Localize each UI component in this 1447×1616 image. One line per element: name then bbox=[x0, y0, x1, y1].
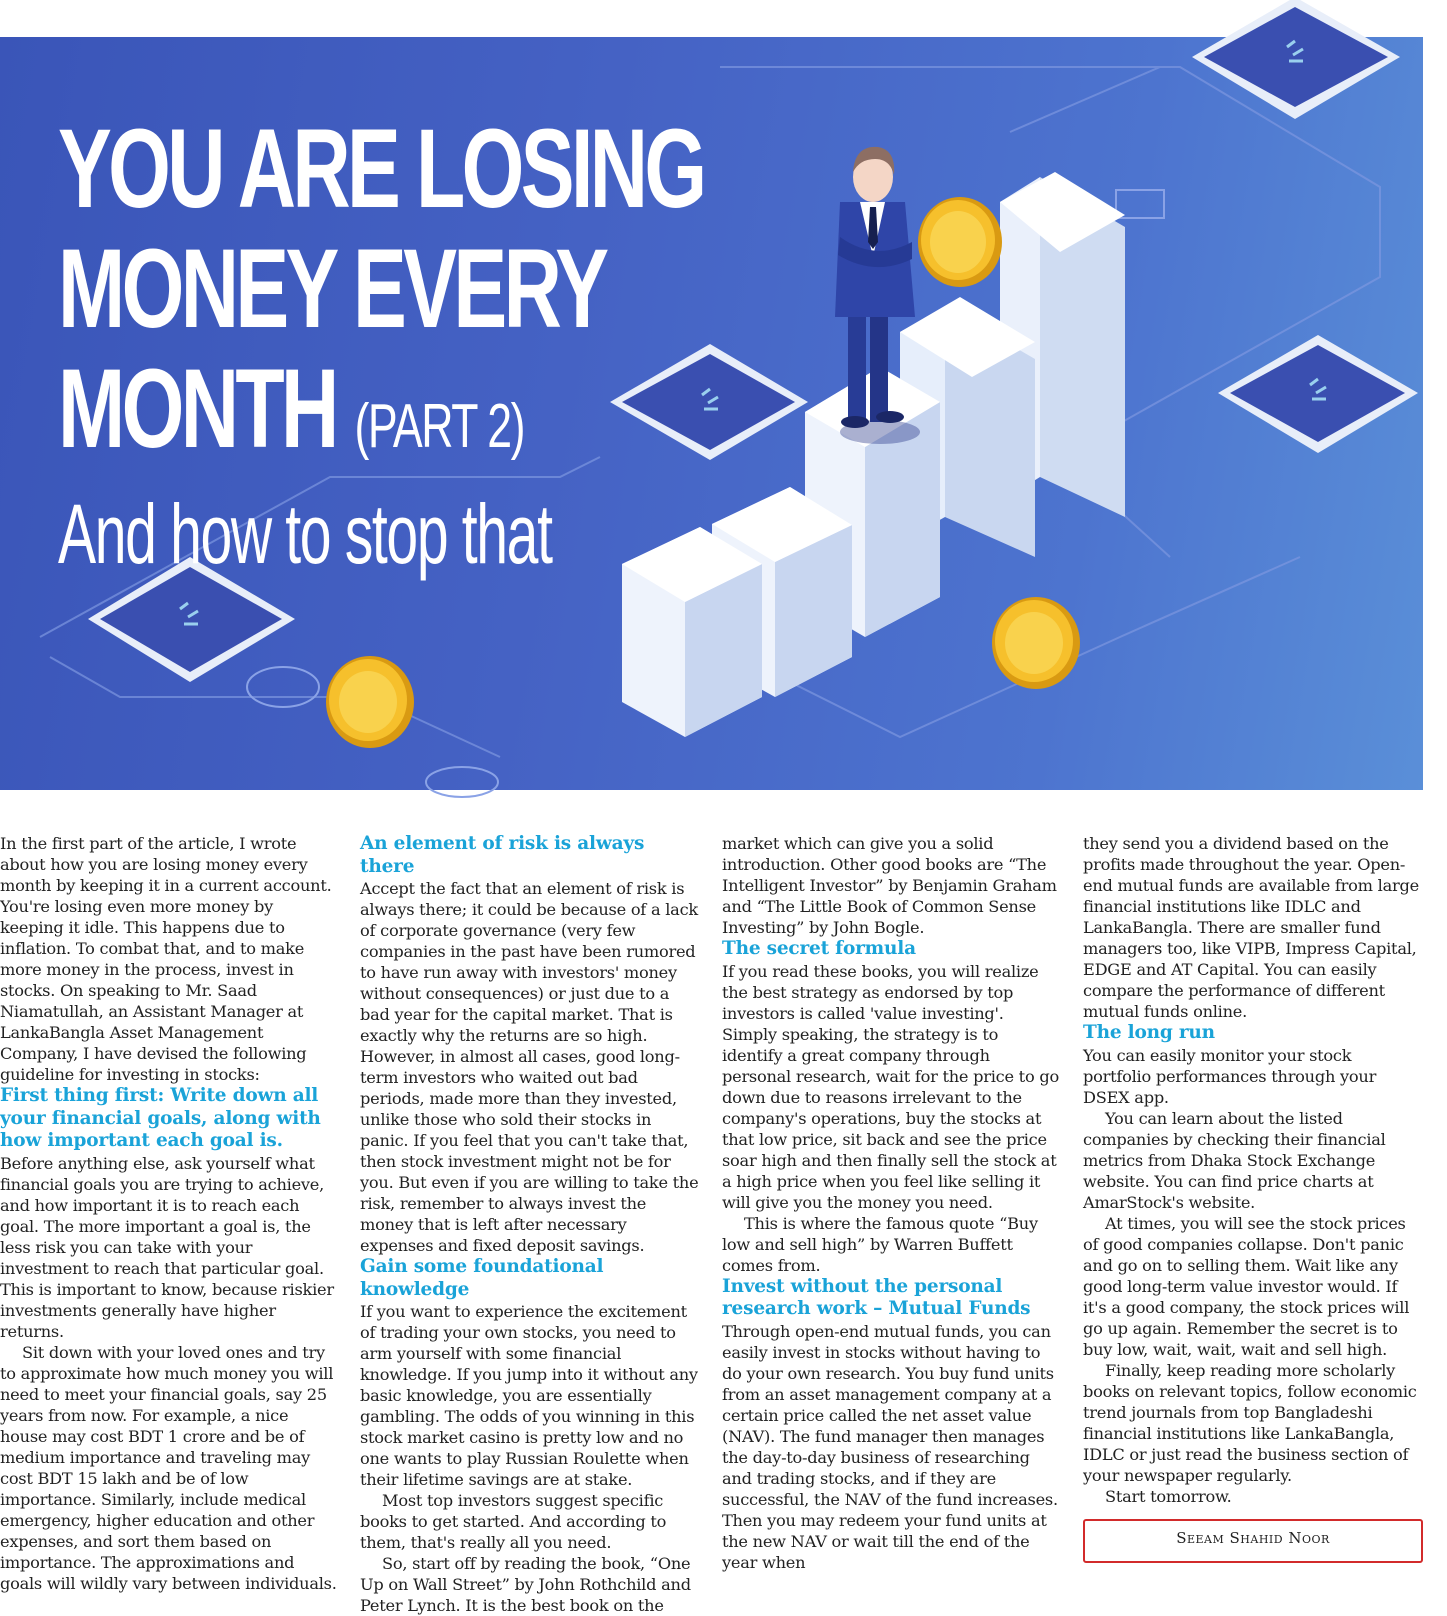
hero-banner bbox=[0, 37, 1423, 790]
headline-subtitle: And how to stop that bbox=[58, 487, 552, 581]
article-paragraph: So, start off by reading the book, “One Up on Wall Street” by John Rothchild and Peter Lynch. It is the best book on the bbox=[360, 1554, 691, 1615]
gold-coin-icon bbox=[326, 656, 414, 748]
headline-part-label: (PART 2) bbox=[354, 392, 525, 461]
section-heading: The secret formula bbox=[722, 938, 916, 959]
article-paragraph: Sit down with your loved ones and try to approximate how much money you will need to meet your financial goals, say 25 years from now. For example, a nice house may cost BDT 1 crore and be of medium importance and traveling may cost BDT 15 lakh and be of low importance. Similarly, include medical emergency, higher education and other expenses, and sort them based on importance. The approximations and goals will wildly vary between individuals. bbox=[0, 1342, 337, 1593]
section-heading: Gain some foundational knowledge bbox=[360, 1256, 604, 1300]
article-paragraph: This is where the famous quote “Buy low and sell high” by Warren Buffett comes from. bbox=[722, 1213, 1038, 1275]
ring-decoration bbox=[247, 667, 319, 707]
headline-line-3 bbox=[58, 346, 704, 487]
article-paragraph: Start tomorrow. bbox=[1105, 1486, 1232, 1506]
article-paragraph: If you want to experience the excitement of trading your own stocks, you need to arm yourself with some financial knowledge. If you jump into it without any basic knowledge, you are essentially gambling. The odds of you winning in this stock market casino is pretty low and no one wants to play Russian Roulette when their lifetime savings are at stake. bbox=[360, 1302, 698, 1489]
ring-decoration bbox=[426, 767, 498, 797]
article-column-3 bbox=[722, 833, 1062, 1572]
article-paragraph: Before anything else, ask yourself what financial goals you are trying to achieve, and how important it is to reach each goal. The more important a goal is, the less risk you can take with your investment to reach that particular goal. This is important to know, because riskier investments generally have higher returns. bbox=[0, 1153, 334, 1341]
section-heading: First thing first: Write down all your financial goals, along with how important each goal is. bbox=[0, 1085, 321, 1151]
headline-block bbox=[58, 106, 955, 581]
article-paragraph: Finally, keep reading more scholarly books on relevant topics, follow economic trend journals from top Bangladeshi financial institutions like LankaBangla, IDLC or just read the business section of your newspaper regularly. bbox=[1083, 1360, 1417, 1485]
article-body bbox=[0, 833, 1447, 1615]
article-paragraph: Through open-end mutual funds, you can easily invest in stocks without having to do your own research. You buy fund units from an asset management company at a certain price called the net asset value (NAV). The fund manager then manages the day-to-day business of researching and trading stocks, and if they are successful, the NAV of the fund increases. Then you may redeem your fund units at the new NAV or wait till the end of the year when bbox=[722, 1321, 1058, 1572]
article-paragraph: If you read these books, you will realize the best strategy as endorsed by top investors is called 'value investing'. Simply speaking, the strategy is to identify a great company through personal research, wait for the price to go down due to reasons irrelevant to the company's operations, buy the stocks at that low price, sit back and see the price soar high and then finally sell the stock at a high price when you feel like selling it will give you the money you need. bbox=[722, 961, 1059, 1212]
chip-platform-icon bbox=[1192, 0, 1400, 119]
article-paragraph: You can learn about the listed companies by checking their financial metrics from Dhaka Stock Exchange website. You can find price charts at AmarStock's website. bbox=[1083, 1108, 1386, 1212]
article-paragraph: Most top investors suggest specific books to get started. And according to them, that's really all you need. bbox=[360, 1491, 667, 1552]
article-column-1 bbox=[0, 833, 340, 1593]
article-paragraph: At times, you will see the stock prices of good companies collapse. Don't panic and go on to selling them. Wait like any good long-term value investor would. If it's a good company, the stock prices will go up again. Remember the secret is to buy low, wait, wait, wait and sell high. bbox=[1083, 1213, 1410, 1359]
article-column-4 bbox=[1083, 833, 1423, 1548]
headline-line-1: YOU ARE LOSING bbox=[58, 106, 704, 231]
headline-month: MONTH bbox=[58, 346, 336, 471]
square-decoration bbox=[1116, 190, 1164, 218]
article-paragraph: You can easily monitor your stock portfolio performances through your DSEX app. bbox=[1083, 1045, 1377, 1107]
section-heading: The long run bbox=[1083, 1022, 1215, 1043]
article-paragraph: Accept the fact that an element of risk is always there; it could be because of a lack of corporate governance (very few companies in the past have been rumored to have run away with investors' money without consequences) or just due to a bad year for the capital market. That is exactly why the returns are so high. However, in almost all cases, good long-term investors who waited out bad periods, made more than they invested, unlike those who sold their stocks in panic. If you feel that you can't take that, then stock investment might not be for you. But even if you are willing to take the risk, remember to always invest the money that is left after necessary expenses and fixed deposit savings. bbox=[360, 879, 699, 1255]
chip-platform-icon bbox=[1218, 335, 1418, 453]
article-paragraph: market which can give you a solid introduction. Other good books are “The Intelligent Investor” by Benjamin Graham and “The Little Book of Common Sense Investing” by John Bogle. bbox=[722, 834, 1057, 937]
section-heading: An element of risk is always there bbox=[360, 833, 645, 877]
article-paragraph: they send you a dividend based on the profits made throughout the year. Open-end mutual funds are available from large financial institutions like IDLC and LankaBangla. There are smaller fund managers too, like VIPB, Impress Capital, EDGE and AT Capital. You can easily compare the performance of different mutual funds online. bbox=[1083, 834, 1419, 1021]
article-column-2 bbox=[360, 833, 700, 1615]
section-heading: Invest without the personal research work – Mutual Funds bbox=[722, 1275, 1031, 1319]
author-byline: Seeam Shahid Noor bbox=[1083, 1519, 1423, 1563]
headline-line-2: MONEY EVERY bbox=[58, 226, 606, 351]
article-paragraph: In the first part of the article, I wrote about how you are losing money every month by keeping it in a current account. You're losing even more money by keeping it idle. This happens due to inflation. To combat that, and to make more money in the process, invest in stocks. On speaking to Mr. Saad Niamatullah, an Assistant Manager at LankaBangla Asset Management Company, I have devised the following guideline for investing in stocks: bbox=[0, 834, 332, 1084]
gold-coin-icon bbox=[992, 597, 1080, 689]
